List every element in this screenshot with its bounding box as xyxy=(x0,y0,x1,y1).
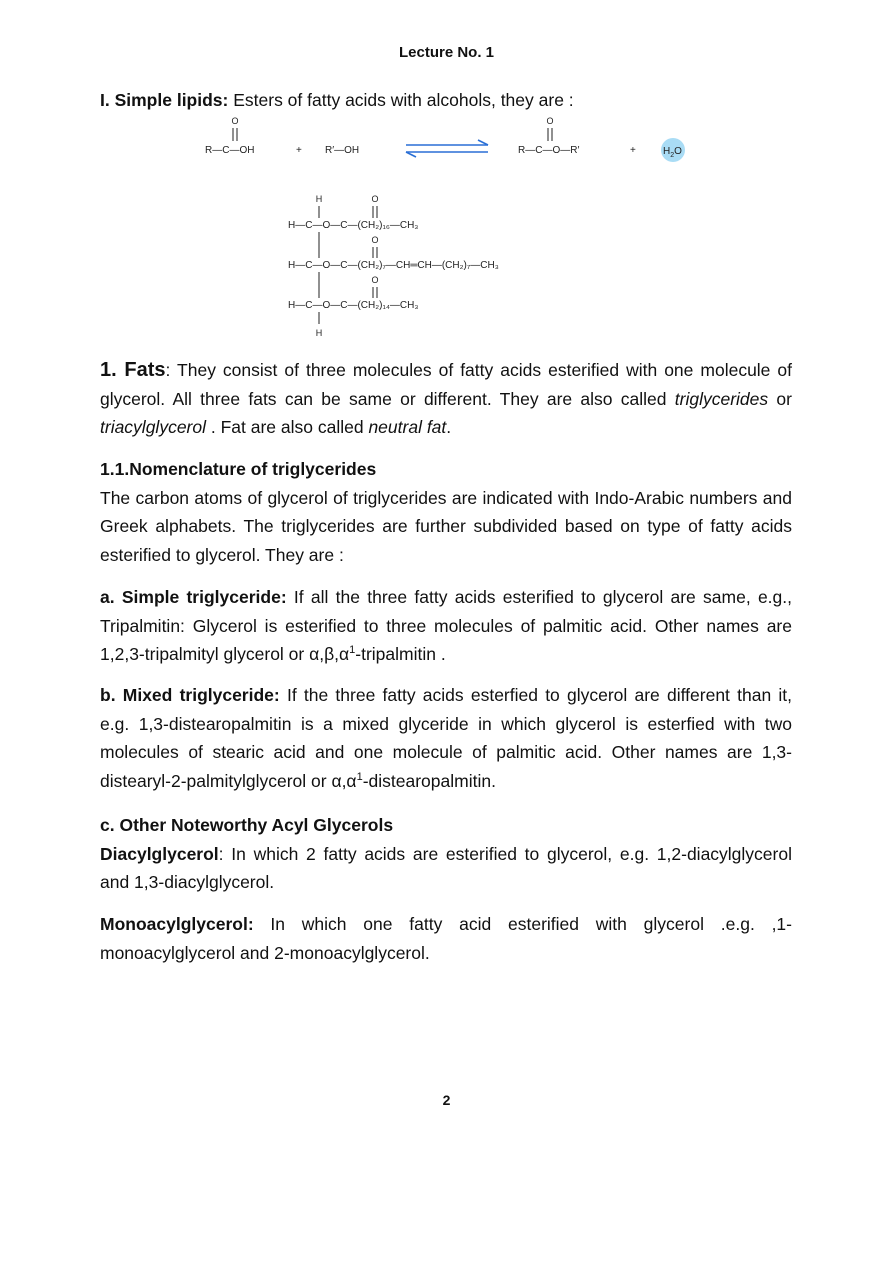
chemical-structures xyxy=(0,0,893,345)
lecture-header: Lecture No. 1 xyxy=(398,44,495,61)
nomenclature-heading: 1.1.Nomenclature of triglycerides xyxy=(100,459,377,479)
simple-triglyceride-superscript: 1 xyxy=(349,644,356,657)
reactant1-formula: R—C—OH xyxy=(205,145,255,156)
carbonyl-oxygen-2: O xyxy=(371,235,379,245)
simple-triglyceride-section xyxy=(100,583,792,669)
product-oxygen: O xyxy=(546,116,554,126)
reaction-plus-2: + xyxy=(630,145,636,156)
glycerol-row-2: H—C—O—C—(CH₂)₇—CH═CH—(CH₂)₇—CH₃ xyxy=(288,260,499,271)
simple-triglyceride-text-end: -tripalmitin . xyxy=(355,644,446,664)
fats-text-3: . Fat are also called xyxy=(206,417,369,437)
diacylglycerol-heading: Diacylglycerol xyxy=(100,843,219,864)
mixed-triglyceride-text-end: -distearopalmitin. xyxy=(362,770,496,791)
other-acylglycerols-section xyxy=(100,811,792,897)
mixed-triglyceride-text: If the three fatty acids esterfied to glycerol are different than it, e.g. 1,3-distearopalmitin is a mixed glyceride in which glycerol is esterfied with two molecules of stearic acid and one molecule of palmitic acid. Other names are 1,3-distearyl-2-palmitylglycerol or α,α xyxy=(100,685,793,791)
product-formula: R—C—O—R′ xyxy=(518,145,580,156)
mixed-triglyceride-heading: b. Mixed triglyceride: xyxy=(100,685,280,705)
fats-text-1: : They consist of three molecules of fatty acids esterified with one molecule of glycerol. All three fats can be same or different. They are also called xyxy=(100,360,793,409)
water-formula: $H_2O$ xyxy=(663,146,682,159)
fats-term-triacylglycerol: triacylglycerol xyxy=(100,417,206,437)
mixed-triglyceride-superscript: 1 xyxy=(356,770,363,783)
monoacylglycerol-text: In which one fatty acid esterified with glycerol .e.g. ,1-monoacylglycerol and 2-monoacylglycerol. xyxy=(100,914,792,963)
simple-triglyceride-text: If all the three fatty acids esterified to glycerol are same, e.g., Tripalmitin: Glycerol is esterified to three molecules of palmitic acid. Other names are 1,2,3-tripalmityl glycerol or α,β,α xyxy=(100,587,792,664)
glycerol-top-hydrogen: H xyxy=(315,194,323,204)
nomenclature-section xyxy=(100,455,792,569)
simple-lipids-text: Esters of fatty acids with alcohols, they are : xyxy=(228,90,574,110)
fats-section xyxy=(100,356,792,442)
reactant2-formula: R′—OH xyxy=(325,145,360,156)
monoacylglycerol-section xyxy=(100,910,792,967)
other-acylglycerols-heading: c. Other Noteworthy Acyl Glycerols xyxy=(100,815,394,835)
glycerol-row-1: H—C—O—C—(CH₂)₁₆—CH₃ xyxy=(288,220,419,231)
carbonyl-oxygen-1: O xyxy=(371,194,379,204)
glycerol-bottom-hydrogen: H xyxy=(315,328,323,338)
triglyceride-structure xyxy=(288,194,499,338)
nomenclature-text: The carbon atoms of glycerol of triglycerides are indicated with Indo-Arabic numbers and Greek alphabets. The triglycerides are further subdivided based on type of fatty acids esterified to glycerol. They are : xyxy=(100,487,792,565)
carbonyl-oxygen-3: O xyxy=(371,275,379,285)
fats-term-neutral-fat: neutral fat xyxy=(368,417,447,437)
fats-text-2: or xyxy=(768,388,792,409)
page-number: 2 xyxy=(442,1092,451,1108)
equilibrium-arrow-icon xyxy=(406,140,488,157)
mixed-triglyceride-section xyxy=(100,681,792,795)
diacylglycerol-text: : In which 2 fatty acids are esterified to glycerol, e.g. 1,2-diacylglycerol and 1,3-diacylglycerol. xyxy=(100,843,792,892)
simple-lipids-heading: I. Simple lipids: xyxy=(100,90,229,110)
fats-text-4: . xyxy=(446,417,452,437)
reaction-plus-1: + xyxy=(296,145,302,156)
fats-term-triglycerides: triglycerides xyxy=(674,388,769,409)
fats-heading: 1. Fats xyxy=(100,359,166,381)
simple-triglyceride-heading: a. Simple triglyceride: xyxy=(100,587,287,607)
glycerol-row-3: H—C—O—C—(CH₂)₁₄—CH₃ xyxy=(288,300,419,311)
esterification-reaction xyxy=(205,116,685,162)
monoacylglycerol-heading: Monoacylglycerol: xyxy=(100,914,254,934)
reactant1-oxygen: O xyxy=(231,116,239,126)
